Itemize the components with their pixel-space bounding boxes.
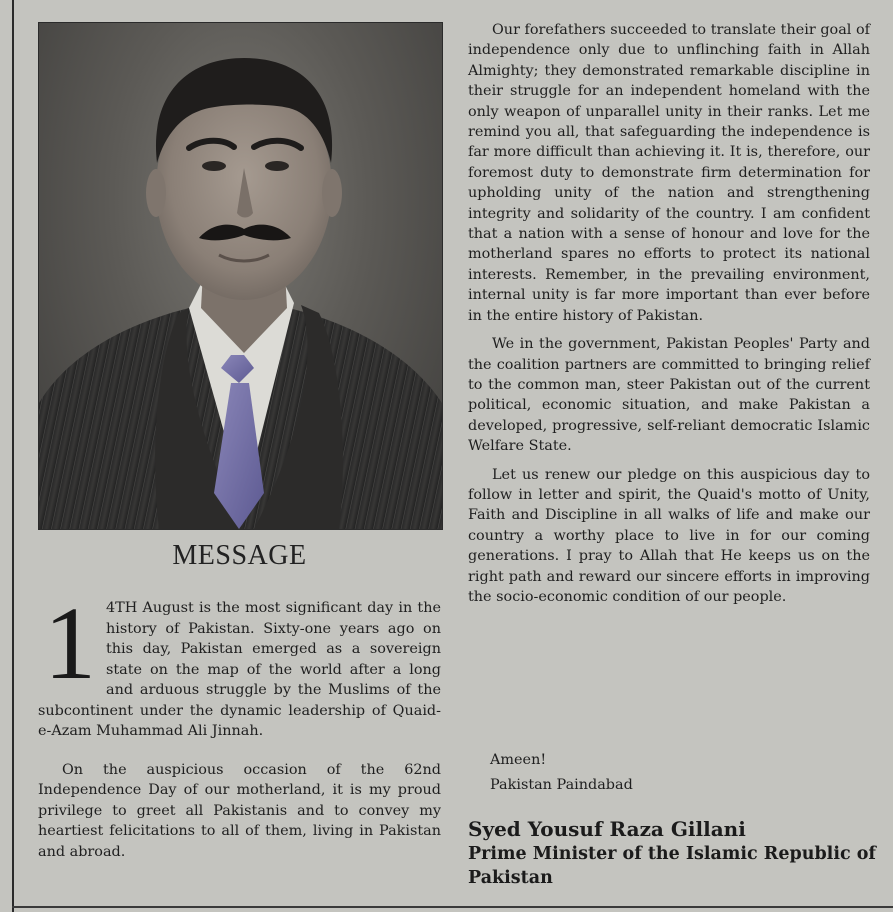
closing-block xyxy=(490,748,633,798)
portrait-photo xyxy=(38,22,443,530)
opening-paragraph xyxy=(38,586,441,742)
greeting-paragraph: On the auspicious occasion of the 62nd Independence Day of our motherland, it is my proud privilege to greet all Pakistanis and to convey my heartiest felicitations to all of them, living in Pakistan and abroad. xyxy=(38,761,441,860)
opening-paragraph-text: 4TH August is the most significant day in the history of Pakistan. Sixty-one years ago on this day, Pakistan emerged as a sovereign state on the map of the world after a long and arduous struggle by the Muslims of the subcontinent under the dynamic leadership of Quaid-e-Azam Muhammad Ali Jinnah. xyxy=(38,600,441,739)
signatory-name: Syed Yousuf Raza Gillani xyxy=(468,817,746,841)
column-rule-left xyxy=(12,0,14,912)
portrait-illustration xyxy=(39,23,442,529)
headline: MESSAGE xyxy=(172,540,307,571)
drop-cap: 1 xyxy=(44,586,96,701)
left-column xyxy=(38,586,441,862)
closing-line-paindabad: Pakistan Paindabad xyxy=(490,777,633,793)
column-rule-bottom xyxy=(12,906,893,908)
signature-block xyxy=(468,816,878,890)
government-paragraph: We in the government, Pakistan Peoples' Party and the coalition partners are committed to bringing relief to the common man, steer Pakistan out of the current political, economic situation, and make Pakistan a developed, progressive, self-reliant democratic Islamic Welfare State. xyxy=(468,336,870,455)
closing-line-ameen: Ameen! xyxy=(490,752,547,768)
forefathers-paragraph: Our forefathers succeeded to translate their goal of independence only due to unflinching faith in Allah Almighty; they demonstrated remarkable discipline in their struggle for an independent homeland with the only weapon of unparallel unity in their ranks. Let me remind you all, that safeguarding the independence is far more difficult than achieving it. It is, therefore, our foremost duty to demonstrate firm determination for upholding unity of the nation and strengthening integrity and solidarity of the country. I am confident that a nation with a sense of honour and love for the motherland spares no efforts to protect its national interests. Remember, in the prevailing environment, internal unity is far more important than ever before in the entire history of Pakistan. xyxy=(468,22,870,324)
right-column xyxy=(468,20,870,615)
signatory-title: Prime Minister of the Islamic Republic of Pakistan xyxy=(468,844,876,888)
pledge-paragraph: Let us renew our pledge on this auspicious day to follow in letter and spirit, the Quaid's motto of Unity, Faith and Discipline in all walks of life and make our country a worthy place to live in for our coming generations. I pray to Allah that He keeps us on the right path and reward our sincere efforts in improving the socio-economic condition of our people. xyxy=(468,466,870,605)
